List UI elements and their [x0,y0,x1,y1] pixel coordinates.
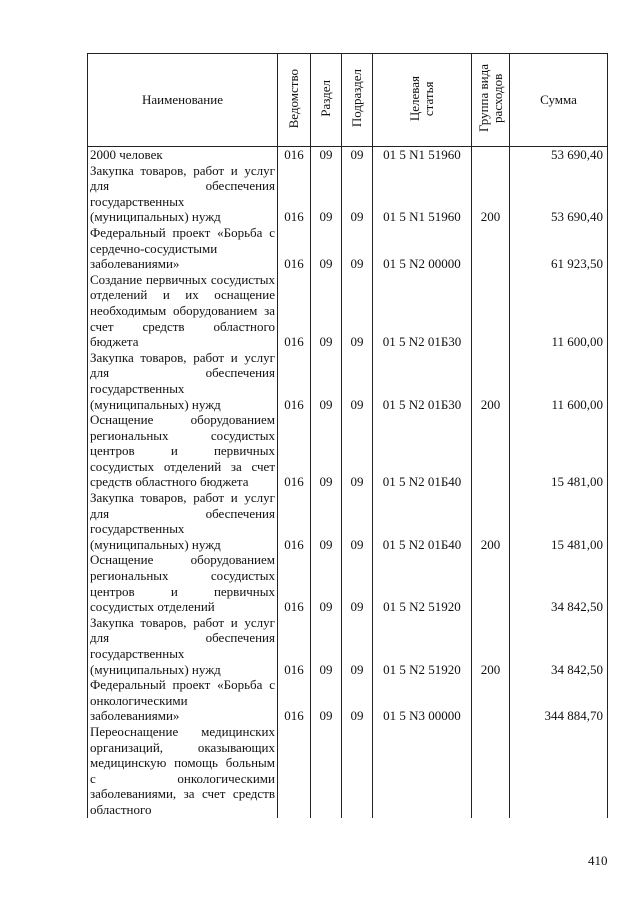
cell-name: Оснащение оборудованием региональных сосудистых центров и первичных сосудистых отделений за счет средств областного бюджета [88,412,278,490]
cell-section: 09 [311,225,342,272]
cell-target-article: 01 5 N2 01Б40 [373,490,472,552]
cell-subsection [342,724,373,818]
cell-target-article [373,724,472,818]
cell-target-article: 01 5 N2 51920 [373,552,472,614]
header-section [311,54,342,147]
cell-name: Создание первичных сосудистых отделений и их оснащение необходимым оборудованием за счет средств областного бюджета [88,272,278,350]
cell-expense-group: 200 [472,615,510,677]
table-row [88,350,608,412]
cell-target-article: 01 5 N1 51960 [373,147,472,163]
header-subsection [342,54,373,147]
cell-amount: 11 600,00 [510,272,608,350]
cell-target-article: 01 5 N2 01Б30 [373,272,472,350]
cell-section: 09 [311,163,342,225]
table-row [88,225,608,272]
cell-name: Закупка товаров, работ и услуг для обеспечения государственных (муниципальных) нужд [88,350,278,412]
cell-section: 09 [311,677,342,724]
header-target-article [373,54,472,147]
cell-section: 09 [311,272,342,350]
cell-expense-group: 200 [472,350,510,412]
cell-department: 016 [278,677,311,724]
header-department [278,54,311,147]
table-row [88,163,608,225]
cell-department: 016 [278,412,311,490]
cell-department [278,724,311,818]
cell-name: Оснащение оборудованием региональных сосудистых центров и первичных сосудистых отделений [88,552,278,614]
cell-section: 09 [311,490,342,552]
cell-amount: 15 481,00 [510,490,608,552]
cell-department: 016 [278,147,311,163]
header-expense-group-label [477,64,505,132]
cell-section: 09 [311,350,342,412]
header-name [88,54,278,147]
cell-amount: 61 923,50 [510,225,608,272]
header-section-label: Раздел [318,79,333,117]
cell-amount: 344 884,70 [510,677,608,724]
table-row [88,147,608,163]
header-expense-group-line2: расходов [489,73,505,123]
header-target-article-label [408,76,436,121]
header-department-label: Ведомство [286,68,301,128]
table-header-row [88,54,608,147]
table-row [88,724,608,818]
cell-expense-group: 200 [472,490,510,552]
cell-department: 016 [278,552,311,614]
cell-target-article: 01 5 N2 01Б40 [373,412,472,490]
cell-section: 09 [311,552,342,614]
table-row [88,412,608,490]
table-row [88,677,608,724]
cell-subsection: 09 [342,412,373,490]
cell-department: 016 [278,615,311,677]
cell-amount: 11 600,00 [510,350,608,412]
page-number: 410 [588,853,608,868]
cell-department: 016 [278,272,311,350]
table-row [88,615,608,677]
cell-name: Закупка товаров, работ и услуг для обеспечения государственных (муниципальных) нужд [88,163,278,225]
cell-subsection: 09 [342,490,373,552]
budget-table [87,53,608,818]
cell-expense-group [472,272,510,350]
cell-section: 09 [311,412,342,490]
cell-department: 016 [278,490,311,552]
cell-subsection: 09 [342,350,373,412]
header-subsection-label: Подраздел [349,69,364,128]
cell-section: 09 [311,615,342,677]
cell-subsection: 09 [342,677,373,724]
header-amount-label: Сумма [540,92,577,108]
header-expense-group-line1: Группа вида [475,64,491,133]
cell-amount: 34 842,50 [510,615,608,677]
cell-section: 09 [311,147,342,163]
cell-department: 016 [278,350,311,412]
cell-amount: 53 690,40 [510,163,608,225]
cell-department: 016 [278,163,311,225]
cell-section [311,724,342,818]
cell-amount: 15 481,00 [510,412,608,490]
cell-expense-group: 200 [472,163,510,225]
cell-subsection: 09 [342,163,373,225]
cell-name: Закупка товаров, работ и услуг для обеспечения государственных (муниципальных) нужд [88,615,278,677]
table-row [88,552,608,614]
cell-expense-group [472,412,510,490]
cell-name: Федеральный проект «Борьба с сердечно-сосудистыми заболеваниями» [88,225,278,272]
cell-target-article: 01 5 N2 00000 [373,225,472,272]
cell-subsection: 09 [342,225,373,272]
header-expense-group [472,54,510,147]
cell-subsection: 09 [342,147,373,163]
cell-amount: 53 690,40 [510,147,608,163]
cell-target-article: 01 5 N1 51960 [373,163,472,225]
cell-subsection: 09 [342,615,373,677]
cell-subsection: 09 [342,272,373,350]
cell-expense-group [472,552,510,614]
cell-expense-group [472,724,510,818]
cell-name: Федеральный проект «Борьба с онкологическими заболеваниями» [88,677,278,724]
header-target-article-line2: статья [421,80,436,116]
table-row [88,272,608,350]
cell-name: 2000 человек [88,147,278,163]
cell-amount: 34 842,50 [510,552,608,614]
cell-expense-group [472,677,510,724]
cell-amount [510,724,608,818]
cell-department: 016 [278,225,311,272]
cell-target-article: 01 5 N2 51920 [373,615,472,677]
cell-subsection: 09 [342,552,373,614]
cell-expense-group [472,225,510,272]
header-amount [510,54,608,147]
cell-name: Закупка товаров, работ и услуг для обеспечения государственных (муниципальных) нужд [88,490,278,552]
header-target-article-line1: Целевая [407,75,422,121]
cell-expense-group [472,147,510,163]
header-name-label: Наименование [142,92,223,108]
table-row [88,490,608,552]
cell-name: Переоснащение медицинских организаций, оказывающих медицинскую помощь больным с онкологическими заболеваниями, за счет средств областного [88,724,278,818]
cell-target-article: 01 5 N2 01Б30 [373,350,472,412]
cell-target-article: 01 5 N3 00000 [373,677,472,724]
